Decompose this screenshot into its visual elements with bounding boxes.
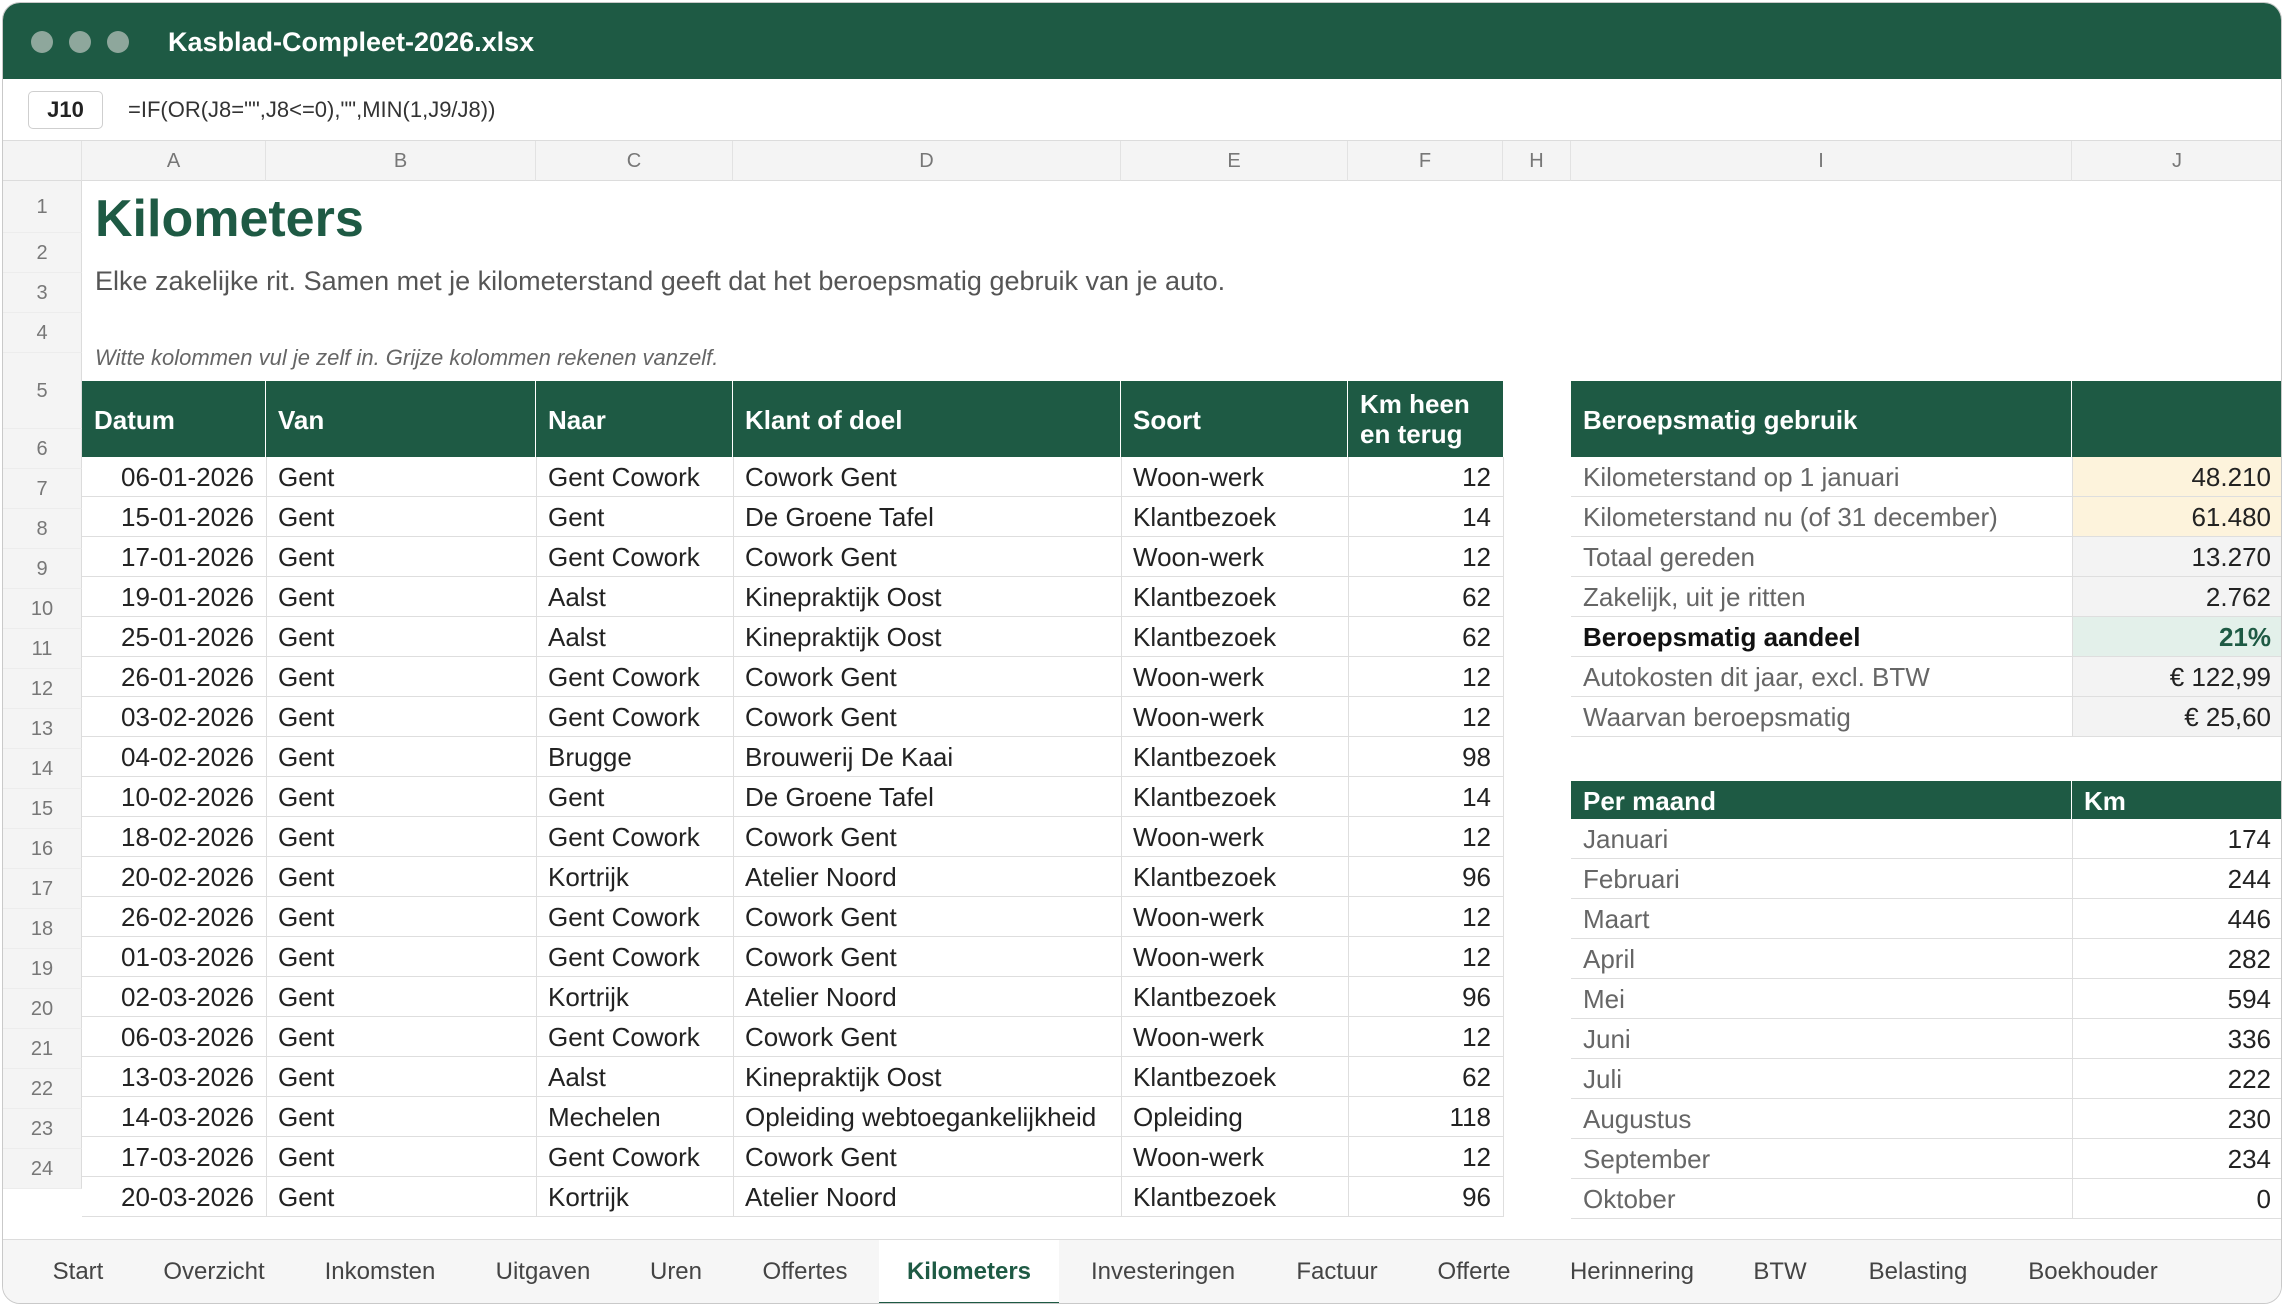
trip-from-cell[interactable]: Gent [278,462,335,492]
summary-label: Totaal gereden [1583,542,1756,572]
tab-herinnering[interactable]: Herinnering [1569,1258,1695,1285]
trip-type-cell[interactable]: Klantbezoek [1133,502,1277,532]
row-header[interactable]: 4 [3,313,82,353]
trip-to-cell[interactable]: Aalst [548,582,606,612]
trip-type-cell[interactable]: Klantbezoek [1133,982,1277,1012]
column-header-d[interactable]: D [733,141,1121,181]
trip-date-cell[interactable]: 20-02-2026 [121,862,254,892]
trip-date-cell[interactable]: 14-03-2026 [121,1102,254,1132]
month-km-value: 336 [2072,1019,2282,1059]
row-header[interactable]: 15 [3,789,82,829]
month-km-value: 230 [2072,1099,2282,1139]
trip-km-cell[interactable]: 12 [1462,662,1491,692]
trip-date-cell[interactable]: 20-03-2026 [121,1182,254,1212]
row-header[interactable]: 20 [3,989,82,1029]
trip-km-cell[interactable]: 12 [1462,902,1491,932]
month-label: Oktober [1583,1184,1676,1214]
trip-km-cell[interactable]: 118 [1449,1102,1491,1132]
summary-label: Waarvan beroepsmatig [1583,702,1851,732]
trip-type-cell[interactable]: Opleiding [1133,1102,1243,1132]
trip-date-cell[interactable]: 15-01-2026 [121,502,254,532]
cell-reference-box[interactable]: J10 [28,91,103,129]
tab-inkomsten[interactable]: Inkomsten [324,1258,436,1285]
month-label: Mei [1583,984,1625,1014]
column-divider [733,457,734,1217]
month-label: Juni [1583,1024,1631,1054]
tab-kilometers[interactable]: Kilometers [879,1240,1059,1304]
row-header[interactable]: 16 [3,829,82,869]
month-km-value: 594 [2072,979,2282,1019]
tab-overzicht[interactable]: Overzicht [163,1258,265,1285]
trip-client-cell[interactable]: Cowork Gent [745,542,897,572]
trip-to-cell[interactable]: Gent Cowork [548,902,700,932]
trip-from-cell[interactable]: Gent [278,902,335,932]
column-header-e[interactable]: E [1121,141,1348,181]
tab-offerte[interactable]: Offerte [1437,1258,1511,1285]
month-km-value: 244 [2072,859,2282,899]
minimize-window-icon[interactable] [69,31,91,53]
summary-value: 13.270 [2072,537,2282,576]
column-divider [1121,457,1122,1217]
summary-value: 2.762 [2072,577,2282,616]
trip-from-cell[interactable]: Gent [278,782,335,812]
trip-km-cell[interactable]: 12 [1462,822,1491,852]
row-header[interactable]: 23 [3,1109,82,1149]
column-divider [266,457,267,1217]
trip-client-cell[interactable]: Kinepraktijk Oost [745,582,942,612]
tab-factuur[interactable]: Factuur [1296,1258,1378,1285]
column-divider [536,457,537,1217]
trip-client-cell[interactable]: Cowork Gent [745,462,897,492]
trip-client-cell[interactable]: Brouwerij De Kaai [745,742,954,772]
row-header[interactable]: 3 [3,273,82,313]
summary-header-value [2072,381,2282,457]
trip-type-cell[interactable]: Woon-werk [1133,462,1265,492]
trip-date-cell[interactable]: 18-02-2026 [121,822,254,852]
month-label: September [1583,1144,1711,1174]
month-label: Maart [1583,904,1650,934]
row-header[interactable]: 19 [3,949,82,989]
trips-header-datum[interactable]: Datum [82,381,266,457]
summary-label: Kilometerstand nu (of 31 december) [1583,502,1998,532]
trip-from-cell[interactable]: Gent [278,702,335,732]
monthly-header-km: Km [2072,781,2282,819]
trip-type-cell[interactable]: Klantbezoek [1133,782,1277,812]
select-all-corner[interactable] [3,141,82,181]
trip-client-cell[interactable]: Kinepraktijk Oost [745,1062,942,1092]
summary-label: Autokosten dit jaar, excl. BTW [1583,662,1930,692]
trip-km-cell[interactable]: 62 [1462,1062,1491,1092]
month-label: Januari [1583,824,1669,854]
trips-header-van[interactable]: Van [266,381,536,457]
trips-header-soort[interactable]: Soort [1121,381,1348,457]
trip-type-cell[interactable]: Woon-werk [1133,942,1265,972]
tab-uren[interactable]: Uren [649,1258,703,1285]
column-header-h[interactable]: H [1503,141,1571,181]
trip-date-cell[interactable]: 06-03-2026 [121,1022,254,1052]
tab-investeringen[interactable]: Investeringen [1090,1258,1236,1285]
trip-client-cell[interactable]: Atelier Noord [745,1182,897,1212]
trip-from-cell[interactable]: Gent [278,862,335,892]
row-header[interactable]: 2 [3,233,82,273]
trip-client-cell[interactable]: Atelier Noord [745,862,897,892]
row-header[interactable]: 10 [3,589,82,629]
summary-value: € 25,60 [2072,697,2282,736]
row-header[interactable]: 14 [3,749,82,789]
month-km-value: 282 [2072,939,2282,979]
formula-bar [3,79,2281,141]
trip-km-cell[interactable]: 98 [1462,742,1491,772]
trip-km-cell[interactable]: 62 [1462,582,1491,612]
column-header-i[interactable]: I [1571,141,2072,181]
summary-value: € 122,99 [2072,657,2282,696]
trip-km-cell[interactable]: 12 [1462,1142,1491,1172]
trip-to-cell[interactable]: Gent Cowork [548,822,700,852]
trip-to-cell[interactable]: Gent Cowork [548,462,700,492]
trip-type-cell[interactable]: Klantbezoek [1133,1182,1277,1212]
trip-km-cell[interactable]: 12 [1462,942,1491,972]
trip-from-cell[interactable]: Gent [278,1102,335,1132]
trip-type-cell[interactable]: Woon-werk [1133,662,1265,692]
trip-type-cell[interactable]: Klantbezoek [1133,622,1277,652]
trip-from-cell[interactable]: Gent [278,742,335,772]
trip-to-cell[interactable]: Gent [548,502,605,532]
trip-km-cell[interactable]: 96 [1462,862,1491,892]
tab-uitgaven[interactable]: Uitgaven [495,1258,591,1285]
column-header-j[interactable]: J [2072,141,2282,181]
monthly-header-month: Per maand [1571,781,2072,819]
trip-to-cell[interactable]: Kortrijk [548,982,629,1012]
trip-type-cell[interactable]: Klantbezoek [1133,742,1277,772]
trip-to-cell[interactable]: Gent [548,782,605,812]
summary-label: Zakelijk, uit je ritten [1583,582,1806,612]
month-km-value: 234 [2072,1139,2282,1179]
trip-date-cell[interactable]: 19-01-2026 [121,582,254,612]
trip-to-cell[interactable]: Kortrijk [548,1182,629,1212]
trip-from-cell[interactable]: Gent [278,542,335,572]
month-label: April [1583,944,1636,974]
trip-to-cell[interactable]: Aalst [548,622,606,652]
trip-to-cell[interactable]: Kortrijk [548,862,629,892]
trip-to-cell[interactable]: Gent Cowork [548,942,700,972]
trip-date-cell[interactable]: 03-02-2026 [121,702,254,732]
summary-label: Kilometerstand op 1 januari [1583,462,1900,492]
row-header[interactable]: 5 [3,353,82,429]
trip-to-cell[interactable]: Gent Cowork [548,542,700,572]
month-label: Juli [1583,1064,1623,1094]
trip-client-cell[interactable]: De Groene Tafel [745,782,934,812]
row-header[interactable]: 18 [3,909,82,949]
trip-date-cell[interactable]: 04-02-2026 [121,742,254,772]
formula-input[interactable]: =IF(OR(J8="",J8<=0),"",MIN(1,J9/J8)) [128,97,496,122]
trip-from-cell[interactable]: Gent [278,622,335,652]
trip-from-cell[interactable]: Gent [278,502,335,532]
trip-from-cell[interactable]: Gent [278,1022,335,1052]
trip-from-cell[interactable]: Gent [278,1062,335,1092]
trip-from-cell[interactable]: Gent [278,822,335,852]
row-header[interactable]: 17 [3,869,82,909]
sheet-subtitle: Elke zakelijke rit. Samen met je kilometerstand geeft dat het beroepsmatig gebruik van je auto. [95,266,1226,296]
trip-from-cell[interactable]: Gent [278,662,335,692]
row-header[interactable]: 22 [3,1069,82,1109]
trip-client-cell[interactable]: Cowork Gent [745,822,897,852]
trip-to-cell[interactable]: Gent Cowork [548,1022,700,1052]
tab-offertes[interactable]: Offertes [762,1258,848,1285]
title-bar [3,3,2281,79]
trip-date-cell[interactable]: 26-01-2026 [121,662,254,692]
row-header[interactable]: 12 [3,669,82,709]
column-header-c[interactable]: C [536,141,733,181]
summary-label: Beroepsmatig aandeel [1583,622,1861,652]
trip-date-cell[interactable]: 02-03-2026 [121,982,254,1012]
trip-km-cell[interactable]: 96 [1462,1182,1491,1212]
column-header-f[interactable]: F [1348,141,1503,181]
month-label: Februari [1583,864,1680,894]
trip-client-cell[interactable]: Cowork Gent [745,1142,897,1172]
trip-client-cell[interactable]: De Groene Tafel [745,502,934,532]
trip-type-cell[interactable]: Woon-werk [1133,1142,1265,1172]
trip-client-cell[interactable]: Atelier Noord [745,982,897,1012]
month-km-value: 0 [2072,1179,2282,1219]
trip-km-cell[interactable]: 14 [1462,502,1491,532]
trip-client-cell[interactable]: Opleiding webtoegankelijkheid [745,1102,1097,1132]
trip-from-cell[interactable]: Gent [278,1182,335,1212]
trip-to-cell[interactable]: Gent Cowork [548,702,700,732]
trip-from-cell[interactable]: Gent [278,582,335,612]
trip-km-cell[interactable]: 12 [1462,542,1491,572]
trip-date-cell[interactable]: 13-03-2026 [121,1062,254,1092]
trip-type-cell[interactable]: Woon-werk [1133,1022,1265,1052]
trip-km-cell[interactable]: 12 [1462,462,1491,492]
trip-date-cell[interactable]: 01-03-2026 [121,942,254,972]
month-km-value: 222 [2072,1059,2282,1099]
trip-type-cell[interactable]: Klantbezoek [1133,582,1277,612]
trip-to-cell[interactable]: Gent Cowork [548,1142,700,1172]
trip-type-cell[interactable]: Woon-werk [1133,902,1265,932]
summary-value: 21% [2072,617,2282,656]
month-label: Augustus [1583,1104,1692,1134]
row-header[interactable]: 6 [3,429,82,469]
tab-boekhouder[interactable]: Boekhouder [2028,1258,2158,1285]
column-divider [1348,457,1349,1217]
trip-date-cell[interactable]: 25-01-2026 [121,622,254,652]
column-header-b[interactable]: B [266,141,536,181]
trip-date-cell[interactable]: 26-02-2026 [121,902,254,932]
summary-value[interactable]: 48.210 [2072,457,2282,496]
trip-client-cell[interactable]: Cowork Gent [745,902,897,932]
trip-client-cell[interactable]: Cowork Gent [745,662,897,692]
spreadsheet-window [2,2,2282,1304]
trip-client-cell[interactable]: Cowork Gent [745,702,897,732]
month-km-value: 446 [2072,899,2282,939]
tab-btw[interactable]: BTW [1753,1258,1807,1285]
row-header[interactable]: 24 [3,1149,82,1189]
sheet-tabs-bar [3,1239,2281,1304]
trip-km-cell[interactable]: 12 [1462,702,1491,732]
row-header[interactable]: 8 [3,509,82,549]
trip-from-cell[interactable]: Gent [278,942,335,972]
trip-date-cell[interactable]: 10-02-2026 [121,782,254,812]
row-header[interactable]: 7 [3,469,82,509]
trip-to-cell[interactable]: Gent Cowork [548,662,700,692]
column-header-a[interactable]: A [82,141,266,181]
trip-type-cell[interactable]: Klantbezoek [1133,862,1277,892]
row-header[interactable]: 1 [3,181,82,233]
row-header[interactable]: 9 [3,549,82,589]
trip-to-cell[interactable]: Mechelen [548,1102,661,1132]
sheet-title: Kilometers [95,190,364,248]
summary-value[interactable]: 61.480 [2072,497,2282,536]
trip-km-cell[interactable]: 14 [1462,782,1491,812]
sheet-note: Witte kolommen vul je zelf in. Grijze kolommen rekenen vanzelf. [95,345,719,370]
trip-client-cell[interactable]: Kinepraktijk Oost [745,622,942,652]
trip-client-cell[interactable]: Cowork Gent [745,942,897,972]
row-header[interactable]: 13 [3,709,82,749]
trip-type-cell[interactable]: Woon-werk [1133,542,1265,572]
row-header[interactable]: 11 [3,629,82,669]
trips-header-klant[interactable]: Klant of doel [733,381,1121,457]
window-title: Kasblad-Compleet-2026.xlsx [168,27,535,57]
trip-from-cell[interactable]: Gent [278,1142,335,1172]
trip-km-cell[interactable]: 12 [1462,1022,1491,1052]
trip-type-cell[interactable]: Woon-werk [1133,822,1265,852]
tab-belasting[interactable]: Belasting [1868,1258,1968,1285]
maximize-window-icon[interactable] [107,31,129,53]
trip-date-cell[interactable]: 06-01-2026 [121,462,254,492]
summary-header: Beroepsmatig gebruik [1571,381,2072,457]
trip-from-cell[interactable]: Gent [278,982,335,1012]
trip-to-cell[interactable]: Aalst [548,1062,606,1092]
row-header[interactable]: 21 [3,1029,82,1069]
trip-date-cell[interactable]: 17-03-2026 [121,1142,254,1172]
close-window-icon[interactable] [31,31,53,53]
month-km-value: 174 [2072,819,2282,859]
trips-header-km[interactable]: Km heen en terug [1348,381,1503,457]
column-divider [1503,457,1504,1217]
trip-type-cell[interactable]: Woon-werk [1133,702,1265,732]
trip-date-cell[interactable]: 17-01-2026 [121,542,254,572]
trip-km-cell[interactable]: 62 [1462,622,1491,652]
trip-client-cell[interactable]: Cowork Gent [745,1022,897,1052]
trip-to-cell[interactable]: Brugge [548,742,632,772]
tab-start[interactable]: Start [52,1258,104,1285]
trip-type-cell[interactable]: Klantbezoek [1133,1062,1277,1092]
trip-km-cell[interactable]: 96 [1462,982,1491,1012]
trips-header-naar[interactable]: Naar [536,381,733,457]
